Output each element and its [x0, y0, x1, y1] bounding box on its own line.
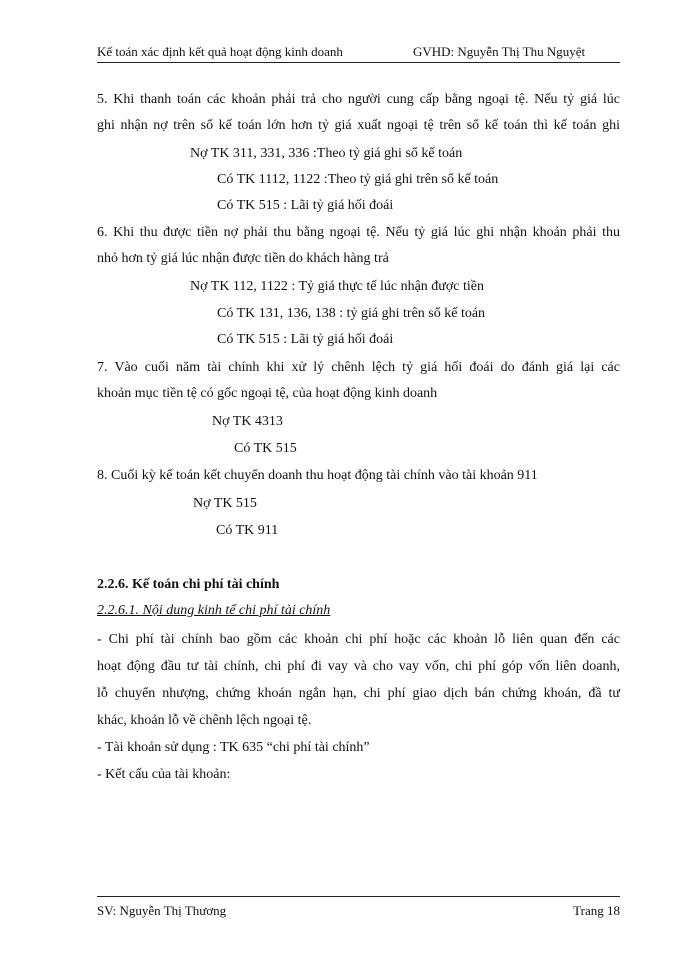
paragraph-6-line-2: nhỏ hơn tỷ giá lúc nhận được tiền do khách hàng trả — [97, 251, 389, 266]
entry-debit-311: Nợ TK 311, 331, 336 :Theo tỷ giá ghi sổ kế toán — [190, 146, 463, 161]
document-title: Kế toán xác định kết quả hoạt động kinh doanh — [97, 44, 343, 59]
cost-paragraph-line-4: khác, khoản lỗ về chênh lệch ngoại tệ. — [97, 713, 312, 728]
cost-paragraph-line-3: lỗ chuyển nhượng, chứng khoán ngắn hạn, chi phí giao dịch bán chứng khoán, đầ tư — [97, 686, 620, 701]
entry-debit-112: Nợ TK 112, 1122 : Tỷ giá thực tế lúc nhận được tiền — [190, 279, 484, 294]
cost-paragraph-line-1: - Chi phí tài chính bao gồm các khoản chi phí hoặc các khoản lỗ liên quan đến các — [97, 632, 620, 647]
paragraph-8-line-1: 8. Cuối kỳ kế toán kết chuyển doanh thu hoạt động tài chính vào tài khoản 911 — [97, 468, 538, 483]
paragraph-7-line-2: khoản mục tiền tệ có gốc ngoại tệ, của hoạt động kinh doanh — [97, 386, 438, 401]
page-header — [97, 44, 620, 63]
cost-paragraph-line-2: hoạt động đầu tư tài chính, chi phí đi vay và cho vay vốn, chi phí góp vốn liên doanh, — [97, 659, 620, 674]
advisor-name: GVHD: Nguyễn Thị Thu Nguyệt — [413, 44, 586, 59]
page-number: Trang 18 — [573, 903, 620, 918]
entry-debit-515: Nợ TK 515 — [193, 496, 257, 511]
page-footer — [97, 896, 620, 918]
paragraph-6-line-1: 6. Khi thu được tiền nợ phải thu bằng ngoại tệ. Nếu tỷ giá lúc ghi nhận khoản phải thu — [97, 225, 620, 240]
paragraph-7-line-1: 7. Vào cuối năm tài chính khi xử lý chênh lệch tỷ giá hối đoái do đánh giá lại các — [97, 360, 620, 375]
subsection-heading: 2.2.6.1. Nội dung kinh tế chi phí tài chính — [97, 603, 331, 618]
entry-credit-1112: Có TK 1112, 1122 :Theo tỷ giá ghi trên sổ kế toán — [217, 172, 499, 187]
section-heading: 2.2.6. Kế toán chi phí tài chính — [97, 577, 280, 592]
entry-debit-4313: Nợ TK 4313 — [212, 414, 283, 429]
entry-credit-515-a: Có TK 515 : Lãi tỷ giá hối đoái — [217, 198, 394, 213]
entry-credit-131: Có TK 131, 136, 138 : tỷ giá ghi trên sổ kế toán — [217, 306, 486, 321]
paragraph-5-line-1: 5. Khi thanh toán các khoản phải trả cho người cung cấp bằng ngoại tệ. Nếu tỷ giá lúc — [97, 92, 620, 107]
account-used-line: - Tài khoản sử dụng : TK 635 “chi phí tài chính” — [97, 740, 370, 755]
entry-credit-911: Có TK 911 — [216, 523, 279, 538]
entry-credit-515-c: Có TK 515 — [234, 441, 297, 456]
paragraph-5-line-2: ghi nhận nợ trên sổ kế toán lớn hơn tỷ giá xuất ngoại tệ trên sổ kế toán thì kế toán ghi — [97, 118, 620, 133]
student-name: SV: Nguyễn Thị Thương — [97, 903, 227, 918]
entry-credit-515-b: Có TK 515 : Lãi tỷ giá hối đoái — [217, 332, 394, 347]
account-structure-line: - Kết cấu của tài khoản: — [97, 767, 231, 782]
